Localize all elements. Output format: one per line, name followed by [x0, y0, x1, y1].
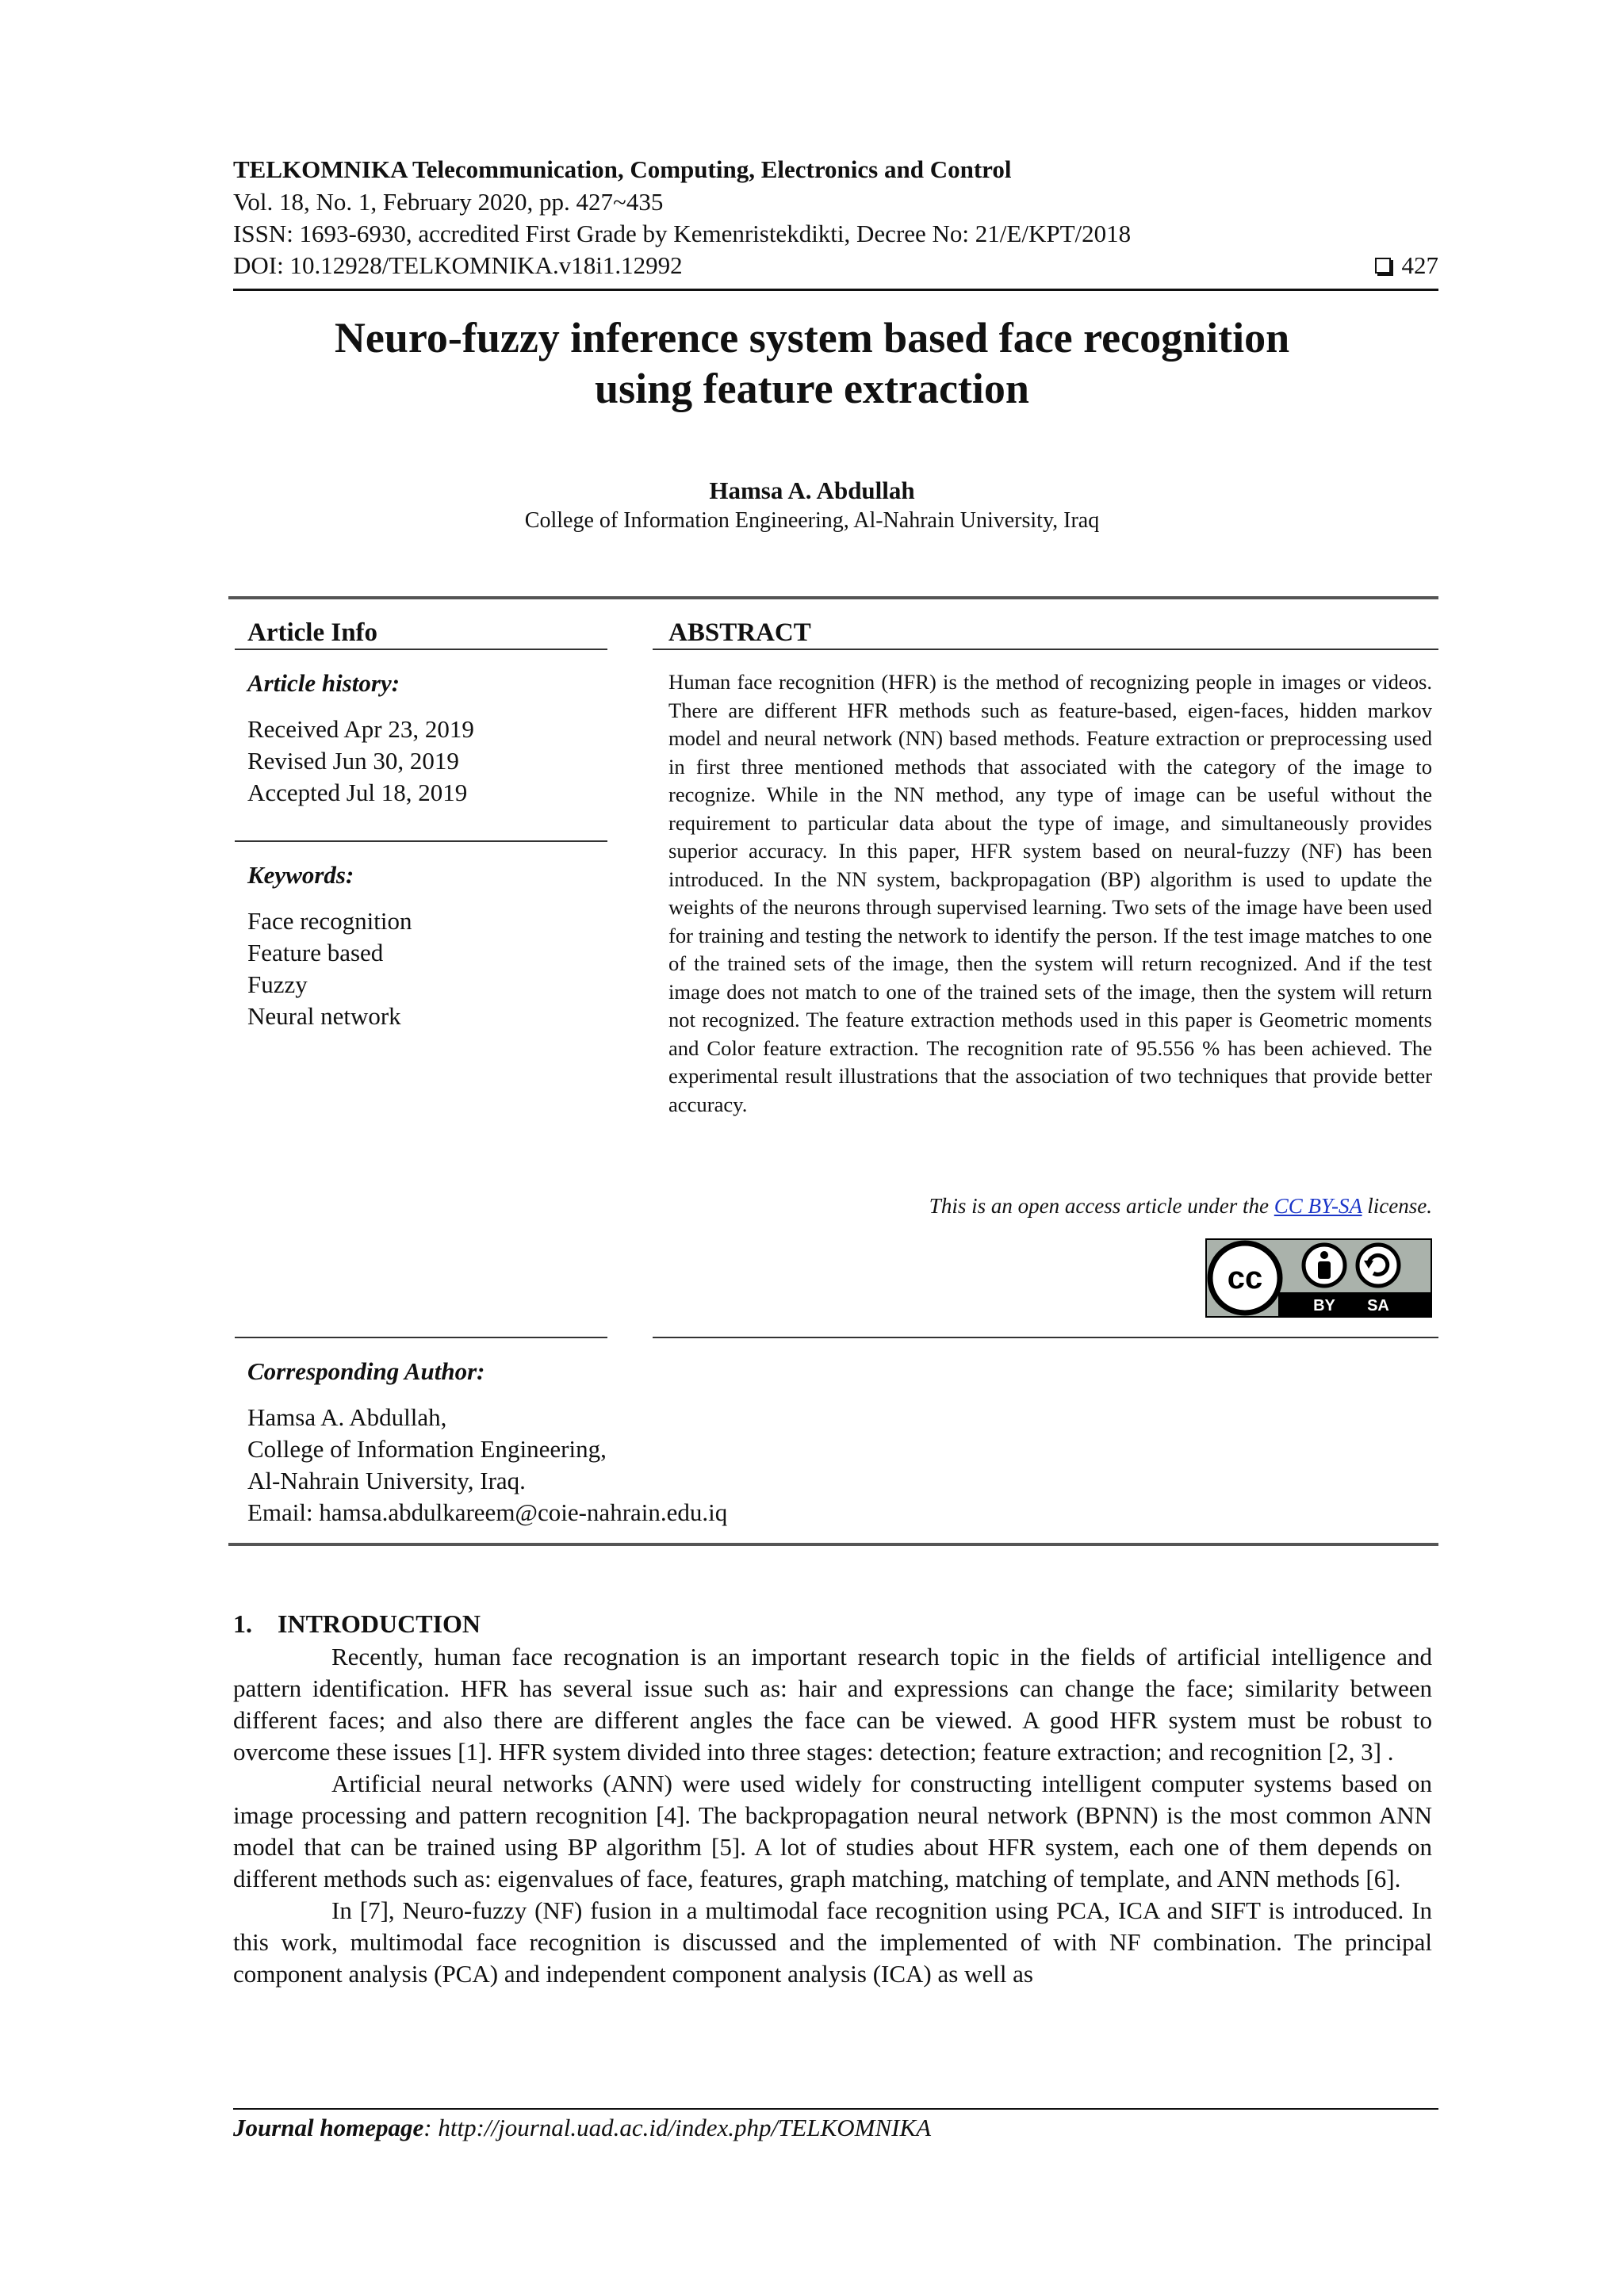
history-revised: Revised Jun 30, 2019 — [247, 747, 459, 775]
article-info-rule — [235, 649, 607, 650]
license-link[interactable]: CC BY-SA — [1274, 1194, 1362, 1218]
page-number-value: 427 — [1401, 251, 1438, 279]
paper-title-line2: using feature extraction — [595, 365, 1029, 412]
abstract-rule — [653, 649, 1438, 650]
header-rule — [233, 289, 1438, 291]
corresponding-details — [247, 1402, 727, 1529]
article-info-heading: Article Info — [247, 618, 378, 647]
author-name: Hamsa A. Abdullah — [709, 476, 915, 504]
keyword-item: Face recognition — [247, 907, 412, 935]
volume-info: Vol. 18, No. 1, February 2020, pp. 427~435 — [233, 188, 664, 216]
corresponding-college: College of Information Engineering, — [247, 1435, 607, 1463]
intro-paragraph: Recently, human face recognation is an important research topic in the fields of artificial intelligence and pattern identification. HFR has several issue such as: hair and expressions can change the face; similarity between different faces; and also there are different angles the face can be viewed. A good HFR system must be robust to overcome these issues [1]. HFR system divided into three stages: detection; feature extraction; and recognition [2, 3] . — [233, 1643, 1432, 1766]
intro-paragraph: In [7], Neuro-fuzzy (NF) fusion in a multimodal face recognition using PCA, ICA and SIFT is introduced. In this work, multimodal face recognition is discussed and the implemented of with NF combination. The principal component analysis (PCA) and independent component analysis (ICA) as well as — [233, 1896, 1432, 1988]
info-top-rule — [228, 596, 1438, 599]
journal-homepage — [233, 2114, 931, 2142]
corresponding-name: Hamsa A. Abdullah, — [247, 1403, 447, 1431]
abstract-text: Human face recognition (HFR) is the method of recognizing people in images or videos. There are different HFR methods such as feature-based, eigen-faces, hidden markov model and neural network (NN) based methods. Feature extraction or preprocessing used in first three mentioned methods that associated with the category of the image to recognize. While in the NN method, any type of image can be useful without the requirement to particular data about the type of image, and simultaneously provides superior accuracy. In this paper, HFR system based on neural-fuzzy (NF) has been introduced. In the NN system, backpropagation (BP) algorithm is used to update the weights of the neurons through supervised learning. Two sets of the image have been used for training and testing the network to identify the person. If the test image matches to one of the trained sets of the image, then the system will return recognized. And if the test image does not match to one of the trained sets of the image, then the system will return not recognized. The feature extraction methods used in this paper is Geometric moments and Color feature extraction. The recognition rate of 95.556 % has been achieved. The experimental result illustrations that the association of two techniques that provide better accuracy. — [668, 670, 1432, 1116]
keywords-rule — [235, 840, 607, 842]
keyword-item: Feature based — [247, 939, 384, 966]
info-bottom-rule — [228, 1543, 1438, 1546]
abstract-bottom-rule — [653, 1337, 1438, 1338]
sa-label: SA — [1367, 1297, 1389, 1314]
page-number — [1375, 251, 1439, 280]
history-accepted: Accepted Jul 18, 2019 — [247, 779, 468, 806]
checkbox-square-icon — [1375, 258, 1391, 274]
by-label: BY — [1313, 1297, 1335, 1314]
intro-paragraph: Artificial neural networks (ANN) were used widely for constructing intelligent computer systems based on image processing and pattern recognition [4]. The backpropagation neural network (BPNN) is the most common ANN model that can be trained using BP algorithm [5]. A lot of studies about HFR system, each one of them depends on different methods such as: eigenvalues of face, features, graph matching, matching of template, and ANN methods [6]. — [233, 1770, 1432, 1892]
abstract-heading: ABSTRACT — [668, 618, 811, 647]
keywords-list — [247, 905, 412, 1032]
keyword-item: Fuzzy — [247, 970, 308, 998]
introduction-body — [233, 1641, 1432, 1990]
article-history-heading: Article history: — [247, 669, 400, 697]
paper-title-line1: Neuro-fuzzy inference system based face recognition — [334, 314, 1290, 362]
introduction-heading: 1. INTRODUCTION — [233, 1609, 481, 1638]
keyword-item: Neural network — [247, 1002, 401, 1030]
cc-label: cc — [1227, 1261, 1263, 1295]
article-history-list — [247, 714, 474, 809]
footer-rule — [233, 2108, 1438, 2110]
cc-by-sa-badge-icon[interactable] — [1205, 1238, 1432, 1318]
open-access-suffix: license. — [1367, 1194, 1432, 1218]
corresponding-rule — [235, 1337, 607, 1338]
corresponding-university: Al-Nahrain University, Iraq. — [247, 1467, 526, 1494]
history-received: Received Apr 23, 2019 — [247, 715, 474, 743]
doi-info: DOI: 10.12928/TELKOMNIKA.v18i1.12992 — [233, 251, 683, 279]
footer-url[interactable]: : http://journal.uad.ac.id/index.php/TELKOMNIKA — [423, 2114, 932, 2141]
journal-name: TELKOMNIKA Telecommunication, Computing, Electronics and Control — [233, 155, 1012, 183]
corresponding-email[interactable]: Email: hamsa.abdulkareem@coie-nahrain.edu.iq — [247, 1498, 728, 1526]
open-access-prefix: This is an open access article under the — [929, 1194, 1269, 1218]
footer-label: Journal homepage — [233, 2114, 424, 2141]
keywords-heading: Keywords: — [247, 861, 354, 889]
corresponding-heading: Corresponding Author: — [247, 1357, 485, 1385]
issn-info: ISSN: 1693-6930, accredited First Grade by Kemenristekdikti, Decree No: 21/E/KPT/2018 — [233, 220, 1132, 247]
author-affiliation: College of Information Engineering, Al-Nahrain University, Iraq — [524, 508, 1100, 533]
open-access-note — [929, 1194, 1432, 1219]
